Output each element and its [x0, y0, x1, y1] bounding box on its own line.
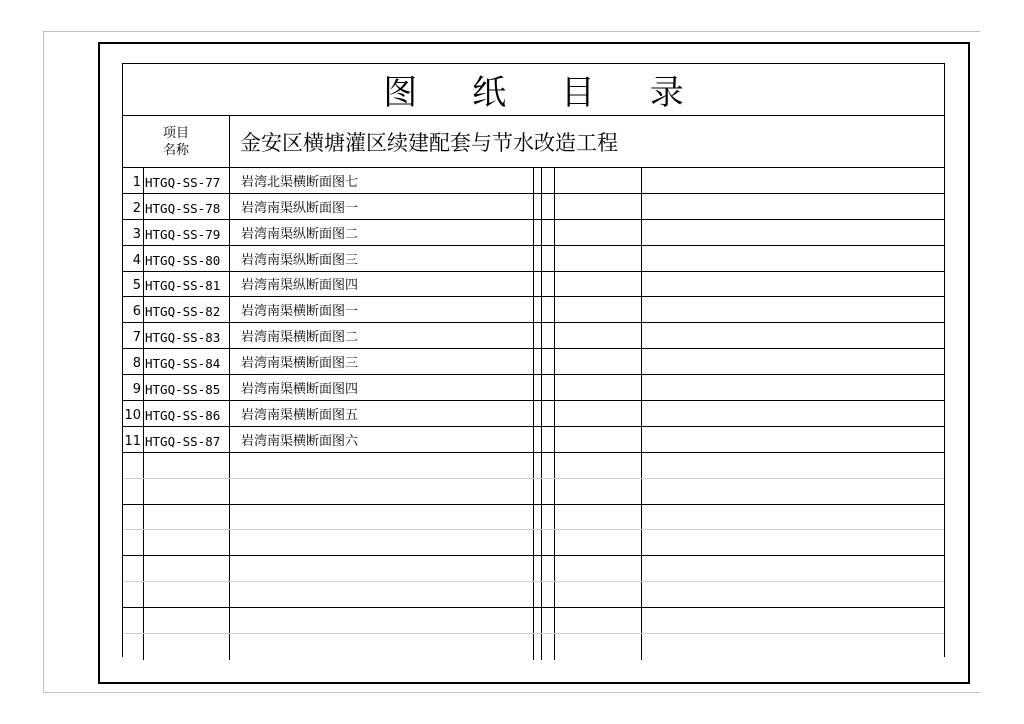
drawing-name — [230, 582, 534, 607]
row-number — [123, 556, 144, 581]
blank-cell — [555, 479, 642, 504]
table-row — [123, 349, 944, 375]
row-number: 1 — [123, 168, 144, 193]
blank-cell — [534, 194, 542, 219]
project-name: 金安区横塘灌区续建配套与节水改造工程 — [240, 130, 618, 155]
drawing-code — [144, 556, 230, 581]
drawing-name: 岩湾南渠横断面图三 — [230, 349, 534, 374]
blank-cell — [542, 505, 555, 530]
table-row — [123, 246, 944, 272]
blank-cell — [542, 530, 555, 555]
blank-cell — [542, 194, 555, 219]
drawing-name — [230, 608, 534, 633]
blank-cell — [542, 220, 555, 245]
blank-cell — [534, 582, 542, 607]
row-number: 9 — [123, 375, 144, 400]
blank-cell — [534, 427, 542, 452]
row-number: 10 — [123, 401, 144, 426]
blank-cell — [542, 323, 555, 348]
drawing-code: HTGQ-SS-87 — [144, 427, 230, 452]
blank-cell — [642, 349, 944, 374]
blank-cell — [642, 401, 944, 426]
project-label-line1: 项目 — [162, 125, 189, 141]
drawing-code: HTGQ-SS-77 — [144, 168, 230, 193]
blank-cell — [642, 194, 944, 219]
drawing-name: 岩湾南渠横断面图五 — [230, 401, 534, 426]
drawing-name — [230, 505, 534, 530]
row-number: 5 — [123, 272, 144, 297]
page-title — [123, 64, 944, 116]
drawing-code: HTGQ-SS-81 — [144, 272, 230, 297]
blank-cell — [642, 530, 944, 555]
row-number — [123, 453, 144, 478]
blank-cell — [534, 246, 542, 271]
blank-cell — [555, 582, 642, 607]
drawing-name — [230, 556, 534, 581]
blank-cell — [542, 272, 555, 297]
drawing-code: HTGQ-SS-78 — [144, 194, 230, 219]
table-row — [123, 479, 944, 505]
row-number — [123, 608, 144, 633]
blank-cell — [542, 479, 555, 504]
drawing-code — [144, 453, 230, 478]
blank-cell — [555, 297, 642, 322]
blank-cell — [642, 556, 944, 581]
blank-cell — [555, 220, 642, 245]
blank-cell — [555, 530, 642, 555]
blank-cell — [542, 427, 555, 452]
table-row — [123, 556, 944, 582]
blank-cell — [534, 375, 542, 400]
blank-cell — [542, 375, 555, 400]
drawing-index-table — [122, 63, 945, 657]
drawing-name — [230, 453, 534, 478]
title-text: 图 纸 目 录 — [383, 73, 706, 113]
drawing-code — [144, 634, 230, 660]
drawing-code: HTGQ-SS-79 — [144, 220, 230, 245]
drawing-code — [144, 608, 230, 633]
table-row — [123, 634, 944, 660]
table-row — [123, 530, 944, 556]
blank-cell — [555, 556, 642, 581]
table-row — [123, 194, 944, 220]
index-rows — [123, 168, 944, 660]
blank-cell — [542, 168, 555, 193]
blank-cell — [534, 220, 542, 245]
drawing-code — [144, 530, 230, 555]
table-row — [123, 582, 944, 608]
drawing-name: 岩湾南渠纵断面图三 — [230, 246, 534, 271]
blank-cell — [642, 323, 944, 348]
blank-cell — [534, 608, 542, 633]
drawing-name: 岩湾南渠纵断面图四 — [230, 272, 534, 297]
drawing-code — [144, 505, 230, 530]
blank-cell — [542, 401, 555, 426]
drawing-name: 岩湾南渠横断面图六 — [230, 427, 534, 452]
row-number: 11 — [123, 427, 144, 452]
blank-cell — [642, 634, 944, 660]
drawing-name: 岩湾南渠纵断面图一 — [230, 194, 534, 219]
drawing-name: 岩湾南渠纵断面图二 — [230, 220, 534, 245]
row-number — [123, 634, 144, 660]
blank-cell — [534, 297, 542, 322]
blank-cell — [642, 168, 944, 193]
drawing-name: 岩湾南渠横断面图四 — [230, 375, 534, 400]
project-label-line2: 名称 — [162, 142, 189, 158]
blank-cell — [542, 582, 555, 607]
row-number: 3 — [123, 220, 144, 245]
blank-cell — [534, 634, 542, 660]
table-row — [123, 505, 944, 531]
blank-cell — [534, 556, 542, 581]
blank-cell — [534, 168, 542, 193]
drawing-name — [230, 479, 534, 504]
blank-cell — [534, 401, 542, 426]
blank-cell — [642, 427, 944, 452]
drawing-code: HTGQ-SS-86 — [144, 401, 230, 426]
drawing-name — [230, 530, 534, 555]
blank-cell — [642, 272, 944, 297]
row-number: 7 — [123, 323, 144, 348]
blank-cell — [642, 505, 944, 530]
blank-cell — [555, 608, 642, 633]
blank-cell — [542, 556, 555, 581]
table-row — [123, 608, 944, 634]
blank-cell — [534, 505, 542, 530]
drawing-name: 岩湾南渠横断面图一 — [230, 297, 534, 322]
blank-cell — [542, 634, 555, 660]
blank-cell — [534, 323, 542, 348]
blank-cell — [555, 401, 642, 426]
table-row — [123, 453, 944, 479]
table-row — [123, 401, 944, 427]
blank-cell — [542, 608, 555, 633]
blank-cell — [642, 479, 944, 504]
drawing-code — [144, 479, 230, 504]
blank-cell — [555, 323, 642, 348]
row-number: 2 — [123, 194, 144, 219]
drawing-code — [144, 582, 230, 607]
blank-cell — [555, 246, 642, 271]
drawing-code: HTGQ-SS-82 — [144, 297, 230, 322]
table-row — [123, 272, 944, 298]
row-number — [123, 582, 144, 607]
table-row — [123, 375, 944, 401]
row-number: 8 — [123, 349, 144, 374]
blank-cell — [555, 349, 642, 374]
blank-cell — [642, 246, 944, 271]
drawing-name — [230, 634, 534, 660]
blank-cell — [534, 453, 542, 478]
table-row — [123, 323, 944, 349]
blank-cell — [542, 246, 555, 271]
table-row — [123, 220, 944, 246]
blank-cell — [555, 505, 642, 530]
blank-cell — [542, 297, 555, 322]
blank-cell — [642, 297, 944, 322]
drawing-name: 岩湾南渠横断面图二 — [230, 323, 534, 348]
blank-cell — [534, 479, 542, 504]
project-label — [123, 116, 230, 167]
drawing-code: HTGQ-SS-84 — [144, 349, 230, 374]
blank-cell — [555, 427, 642, 452]
blank-cell — [555, 634, 642, 660]
drawing-code: HTGQ-SS-83 — [144, 323, 230, 348]
blank-cell — [534, 349, 542, 374]
blank-cell — [542, 453, 555, 478]
row-number: 4 — [123, 246, 144, 271]
blank-cell — [642, 582, 944, 607]
blank-cell — [555, 168, 642, 193]
table-row — [123, 427, 944, 453]
row-number: 6 — [123, 297, 144, 322]
blank-cell — [534, 530, 542, 555]
blank-cell — [555, 453, 642, 478]
blank-cell — [555, 194, 642, 219]
blank-cell — [555, 375, 642, 400]
row-number — [123, 530, 144, 555]
row-number — [123, 479, 144, 504]
blank-cell — [642, 453, 944, 478]
drawing-name: 岩湾北渠横断面图七 — [230, 168, 534, 193]
blank-cell — [542, 349, 555, 374]
project-row — [123, 116, 944, 168]
row-number — [123, 505, 144, 530]
drawing-code: HTGQ-SS-85 — [144, 375, 230, 400]
blank-cell — [642, 608, 944, 633]
drawing-code: HTGQ-SS-80 — [144, 246, 230, 271]
blank-cell — [642, 220, 944, 245]
table-row — [123, 168, 944, 194]
blank-cell — [534, 272, 542, 297]
blank-cell — [642, 375, 944, 400]
blank-cell — [555, 272, 642, 297]
table-row — [123, 297, 944, 323]
